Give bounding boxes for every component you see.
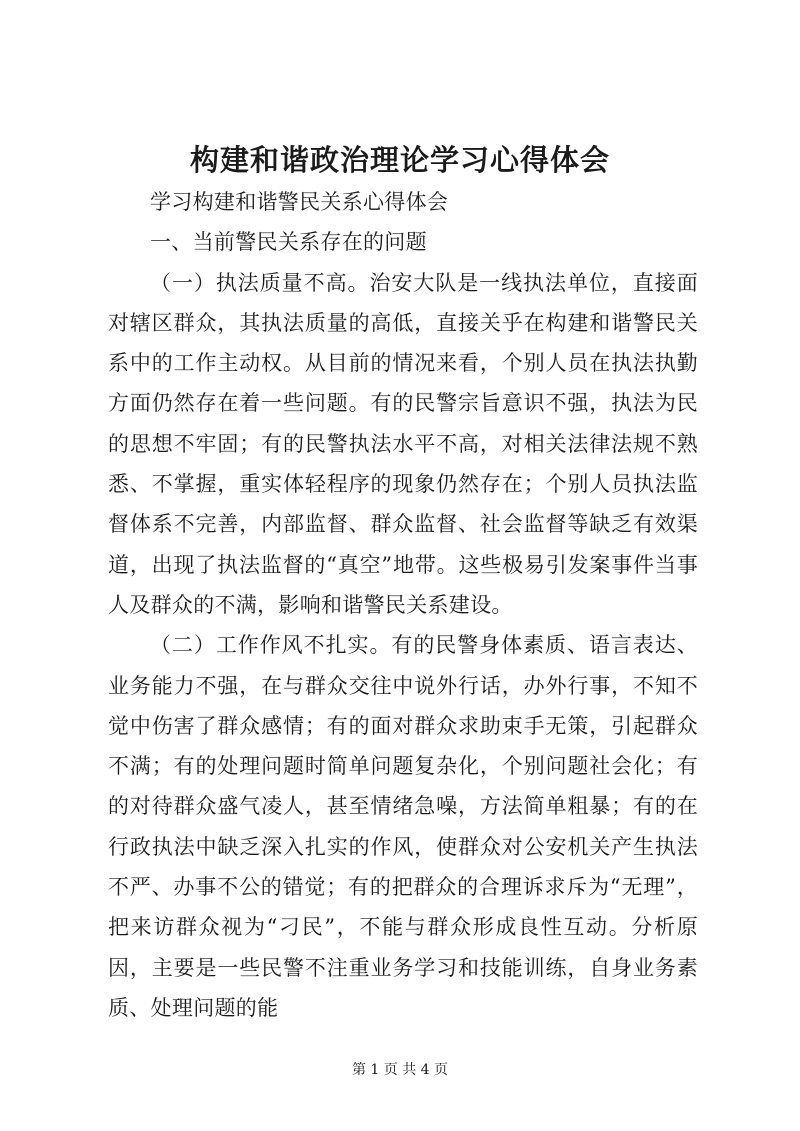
paragraph-2: （二）工作作风不扎实。有的民警身体素质、语言表达、业务能力不强，在与群众交往中说外行话，办外行事，不知不觉中伤害了群众感情；有的面对群众求助束手无策，引起群众不满；有的处理问题时简单问题复杂化，个别问题社会化；有的对待群众盛气凌人，甚至情绪急噪，方法简单粗暴；有的在行政执法中缺乏深入扎实的作风，使群众对公安机关产生执法不严、办事不公的错觉；有的把群众的合理诉求斥为“无理”，把来访群众视为“刁民”，不能与群众形成良性互动。分析原因，主要是一些民警不注重业务学习和技能训练，自身业务素质、处理问题的能 xyxy=(108,633,698,1020)
document-title: 构建和谐政治理论学习心得体会 xyxy=(189,143,610,177)
section-heading: 一、当前警民关系存在的问题 xyxy=(150,230,427,255)
document-body xyxy=(108,182,698,1028)
page-number-footer: 第 1 页 共 4 页 xyxy=(351,1062,449,1078)
document-subtitle: 学习构建和谐警民关系心得体会 xyxy=(150,190,449,214)
paragraph-1: （一）执法质量不高。治安大队是一线执法单位，直接面对辖区群众，其执法质量的高低，直接关乎在构建和谐警民关系中的工作主动权。从目前的情况来看，个别人员在执法执勤方面仍然存在着一些问题。有的民警宗旨意识不强，执法为民的思想不牢固；有的民警执法水平不高，对相关法律法规不熟悉、不掌握，重实体轻程序的现象仍然存在；个别人员执法监督体系不完善，内部监督、群众监督、社会监督等缺乏有效渠道，出现了执法监督的“真空”地带。这些极易引发案事件当事人及群众的不满，影响和谐警民关系建设。 xyxy=(108,270,698,617)
